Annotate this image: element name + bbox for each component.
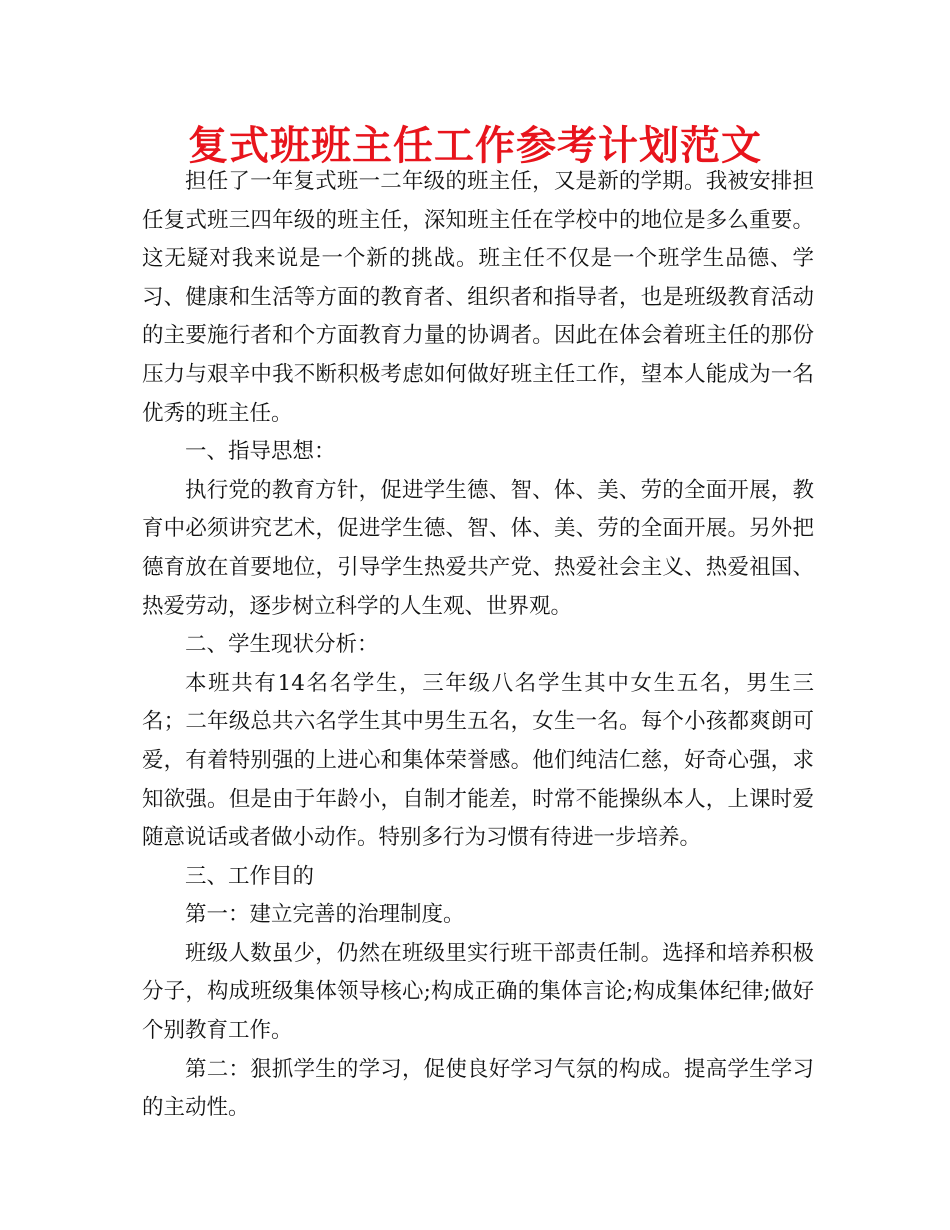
goal-two-paragraph: 第二：狠抓学生的学习，促使良好学习气氛的构成。提高学生学习的主动性。 [142,1056,814,1121]
section-heading-work-goals: 三、工作目的 [185,863,315,889]
goal-one-heading: 第一：建立完善的治理制度。 [185,902,465,928]
document-body [142,163,814,1128]
guiding-ideology-paragraph: 执行党的教育方针，促进学生德、智、体、美、劳的全面开展，教育中必须讲究艺术，促进学生德、智、体、美、劳的全面开展。另外把德育放在首要地位，引导学生热爱共产党、热爱社会主义、热爱祖国、热爱劳动，逐步树立科学的人生观、世界观。 [142,477,814,619]
intro-paragraph: 担任了一年复式班一二年级的班主任，又是新的学期。我被安排担任复式班三四年级的班主任，深知班主任在学校中的地位是多么重要。这无疑对我来说是一个新的挑战。班主任不仅是一个班学生品德、学习、健康和生活等方面的教育者、组织者和指导者，也是班级教育活动的主要施行者和个方面教育力量的协调者。因此在体会着班主任的那份压力与艰辛中我不断积极考虑如何做好班主任工作，望本人能成为一名优秀的班主任。 [142,169,814,426]
goal-one-paragraph: 班级人数虽少，仍然在班级里实行班干部责任制。选择和培养积极分子，构成班级集体领导核心;构成正确的集体言论;构成集体纪律;做好个别教育工作。 [142,940,814,1044]
section-heading-guiding-ideology: 一、指导思想： [185,439,336,465]
student-analysis-paragraph: 本班共有14名名学生，三年级八名学生其中女生五名，男生三名；二年级总共六名学生其中男生五名，女生一名。每个小孩都爽朗可爱，有着特别强的上进心和集体荣誉感。他们纯洁仁慈，好奇心强，求知欲强。但是由于年龄小，自制才能差，时常不能操纵本人，上课时爱随意说话或者做小动作。特别多行为习惯有待进一步培养。 [142,670,814,851]
section-heading-student-analysis: 二、学生现状分析： [185,632,379,658]
document-title: 复式班班主任工作参考计划范文 [188,123,762,169]
